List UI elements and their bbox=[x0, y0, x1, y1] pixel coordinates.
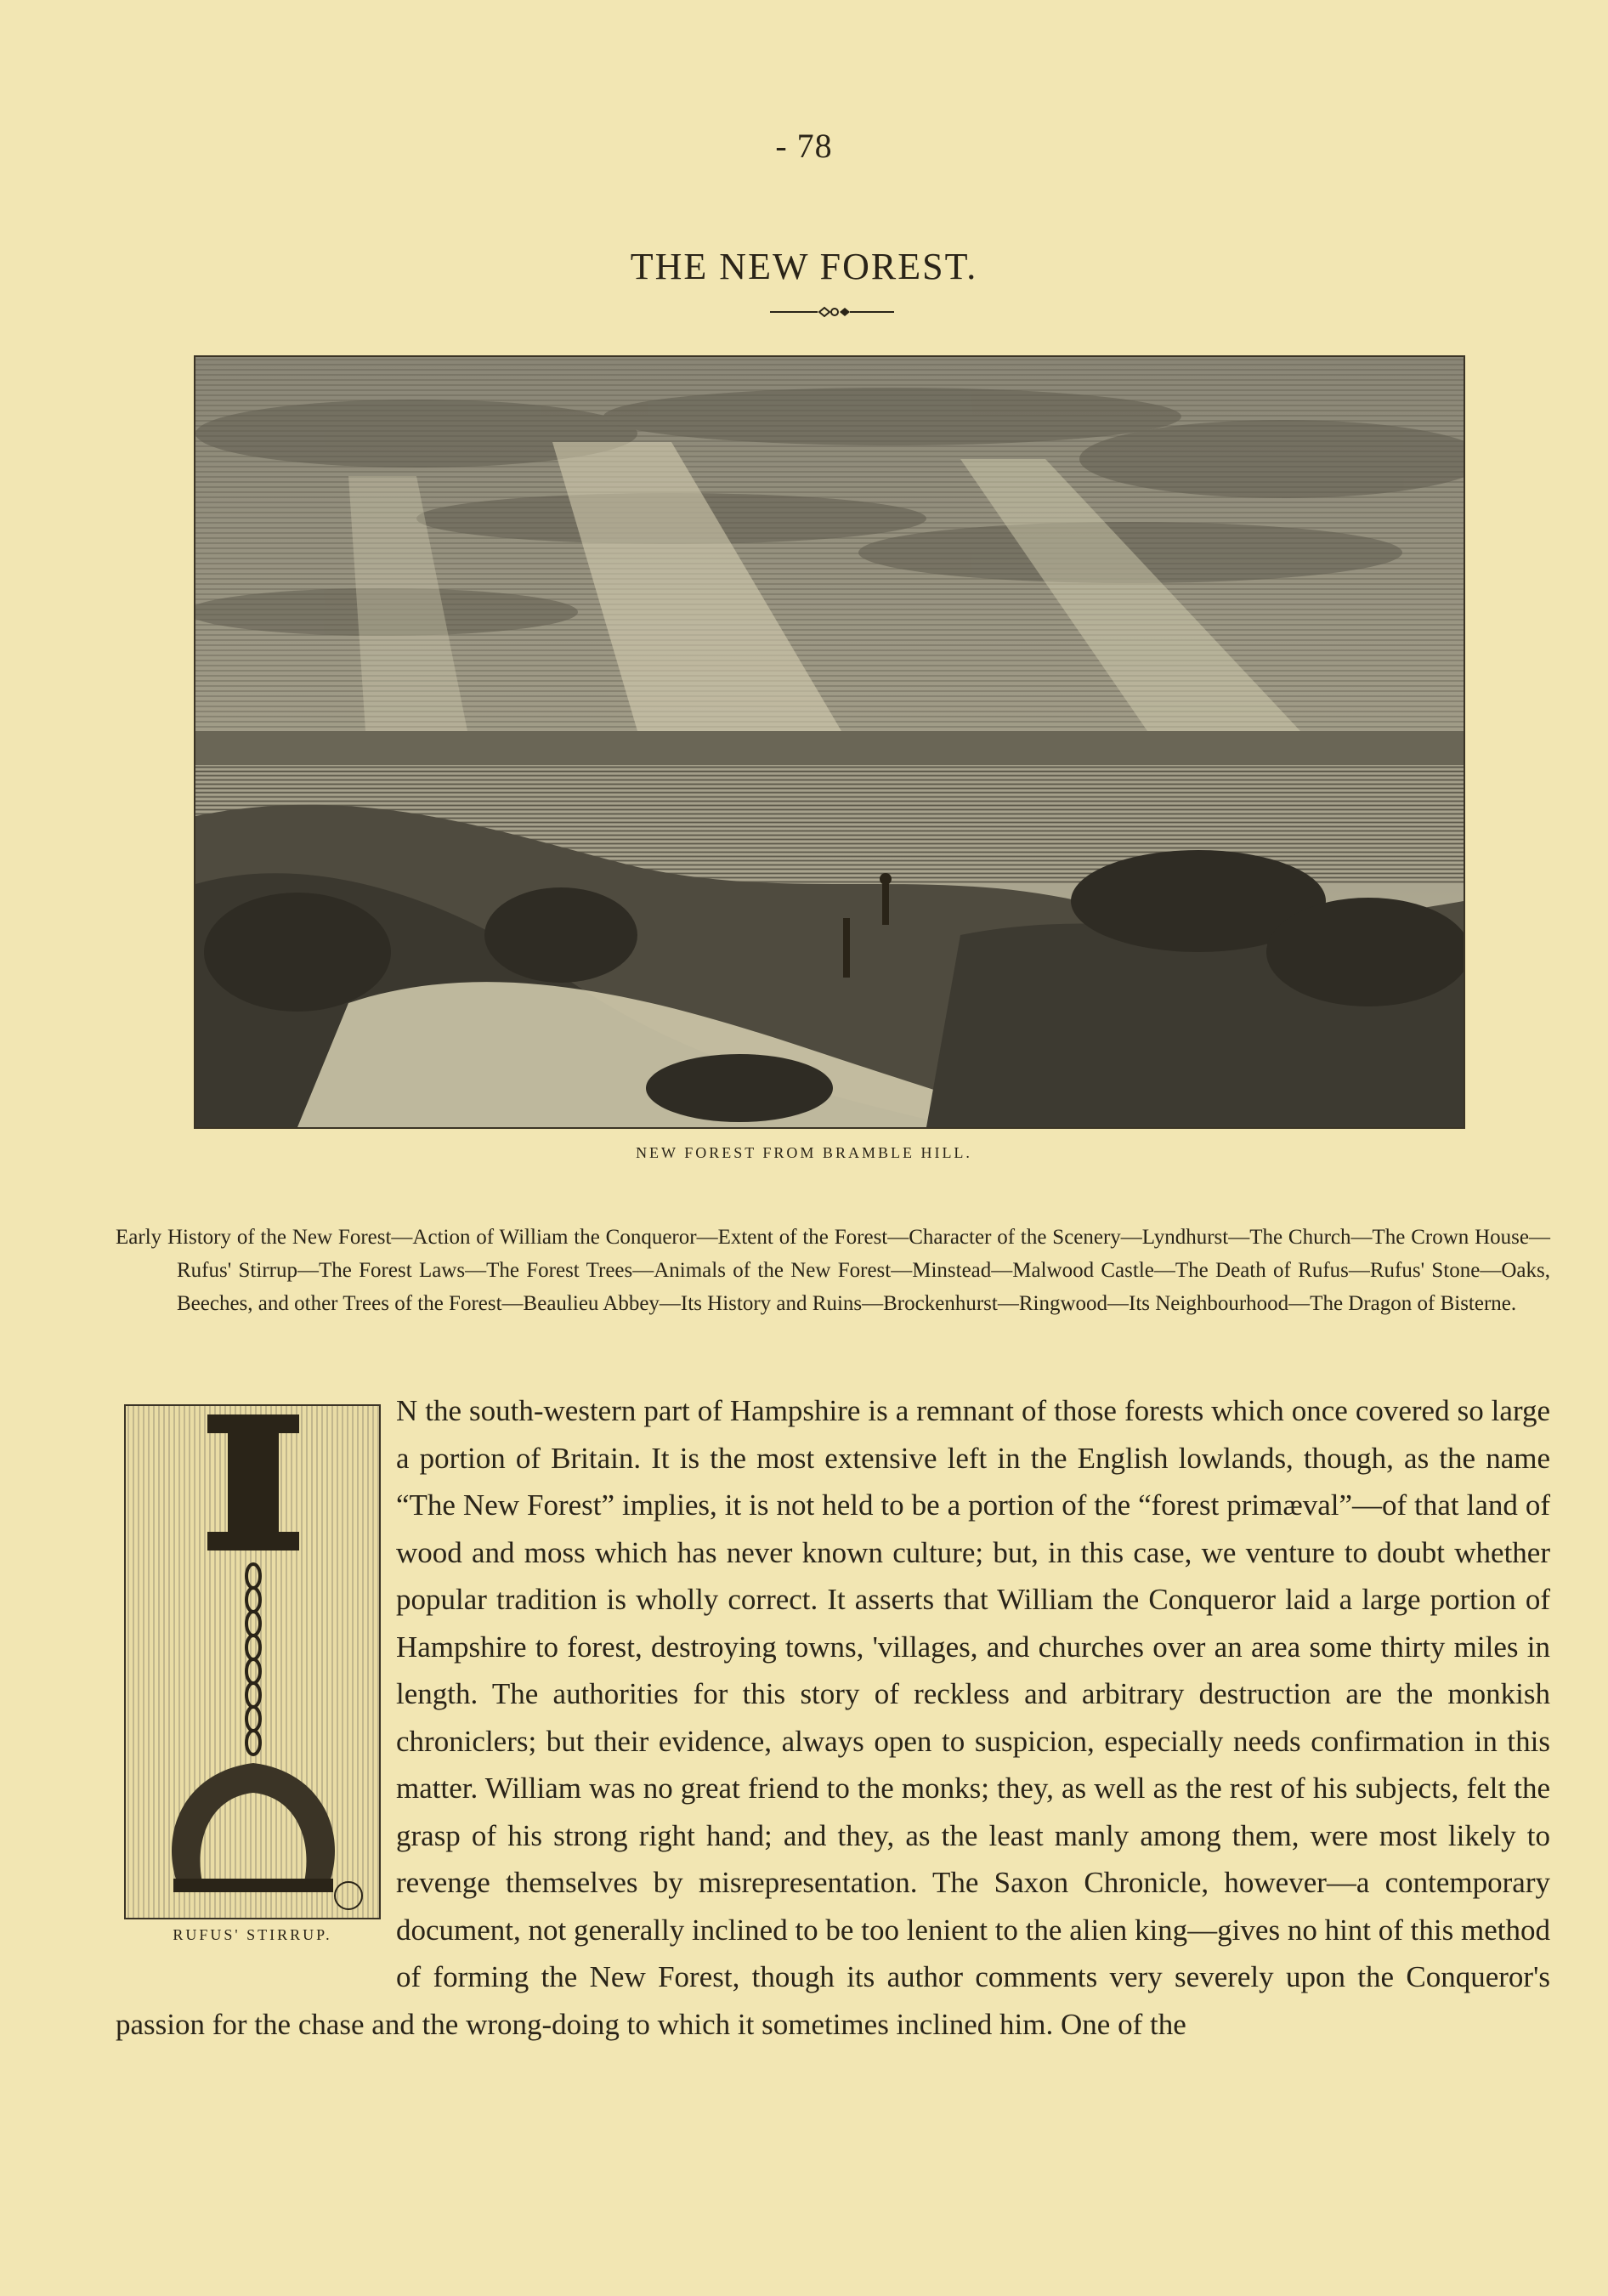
illustration-caption: NEW FOREST FROM BRAMBLE HILL. bbox=[636, 1144, 972, 1161]
chapter-title: THE NEW FOREST. bbox=[630, 246, 978, 287]
chapter-summary bbox=[116, 1221, 1550, 1320]
landscape-engraving bbox=[194, 355, 1465, 1129]
body-paragraph: N the south-western part of Hampshire is a remnant of those forests which once covered so large a portion of Britain. It is the most extensive left in the English lowlands, though, as the name “The New Forest” implies, it is not held to be a portion of the “forest primæval”—of that land of wood and moss which has never known culture; but, in this case, we venture to doubt whether popular tradition is wholly correct. It asserts that William the Conqueror laid a large portion of Hampshire to forest, destroying towns, 'villages, and churches over an area some thirty miles in length. The authorities for this story of reckless and arbitrary destruction are the monkish chroniclers; but their evidence, always open to suspicion, especially needs confirmation in this matter. William was no great friend to the monks; they, as well as the rest of his subjects, felt the grasp of his strong right hand; and they, as the least manly among them, were most likely to revenge themselves by misrepresentation. The Saxon Chronicle, however—a contemporary document, not generally inclined to be too lenient to the alien king—gives no hint of this method of forming the New Forest, though its author comments very severely upon the Conqueror's passion for the chase and the wrong-doing to which it sometimes inclined him. One of the bbox=[116, 1394, 1550, 2041]
chapter-summary-text: Early History of the New Forest—Action of William the Conqueror—Extent of the Forest—Character of the Scenery—Lyndhurst—The Church—The Crown House—Rufus' Stirrup—The Forest Laws—The Forest Trees—Animals of the New Forest—Minstead—Malwood Castle—The Death of Rufus—Rufus' Stone—Oaks, Beeches, and other Trees of the Forest—Beaulieu Abbey—Its History and Ruins—Brockenhurst—Ringwood—Its Neighbourhood—The Dragon of Bisterne. bbox=[116, 1226, 1550, 1315]
page-number: - 78 bbox=[775, 127, 833, 165]
figure-space bbox=[116, 1387, 396, 1962]
body-text bbox=[116, 1387, 1550, 2048]
title-ornament bbox=[770, 306, 894, 318]
stirrup-caption: RUFUS' STIRRUP. bbox=[173, 1926, 332, 1943]
